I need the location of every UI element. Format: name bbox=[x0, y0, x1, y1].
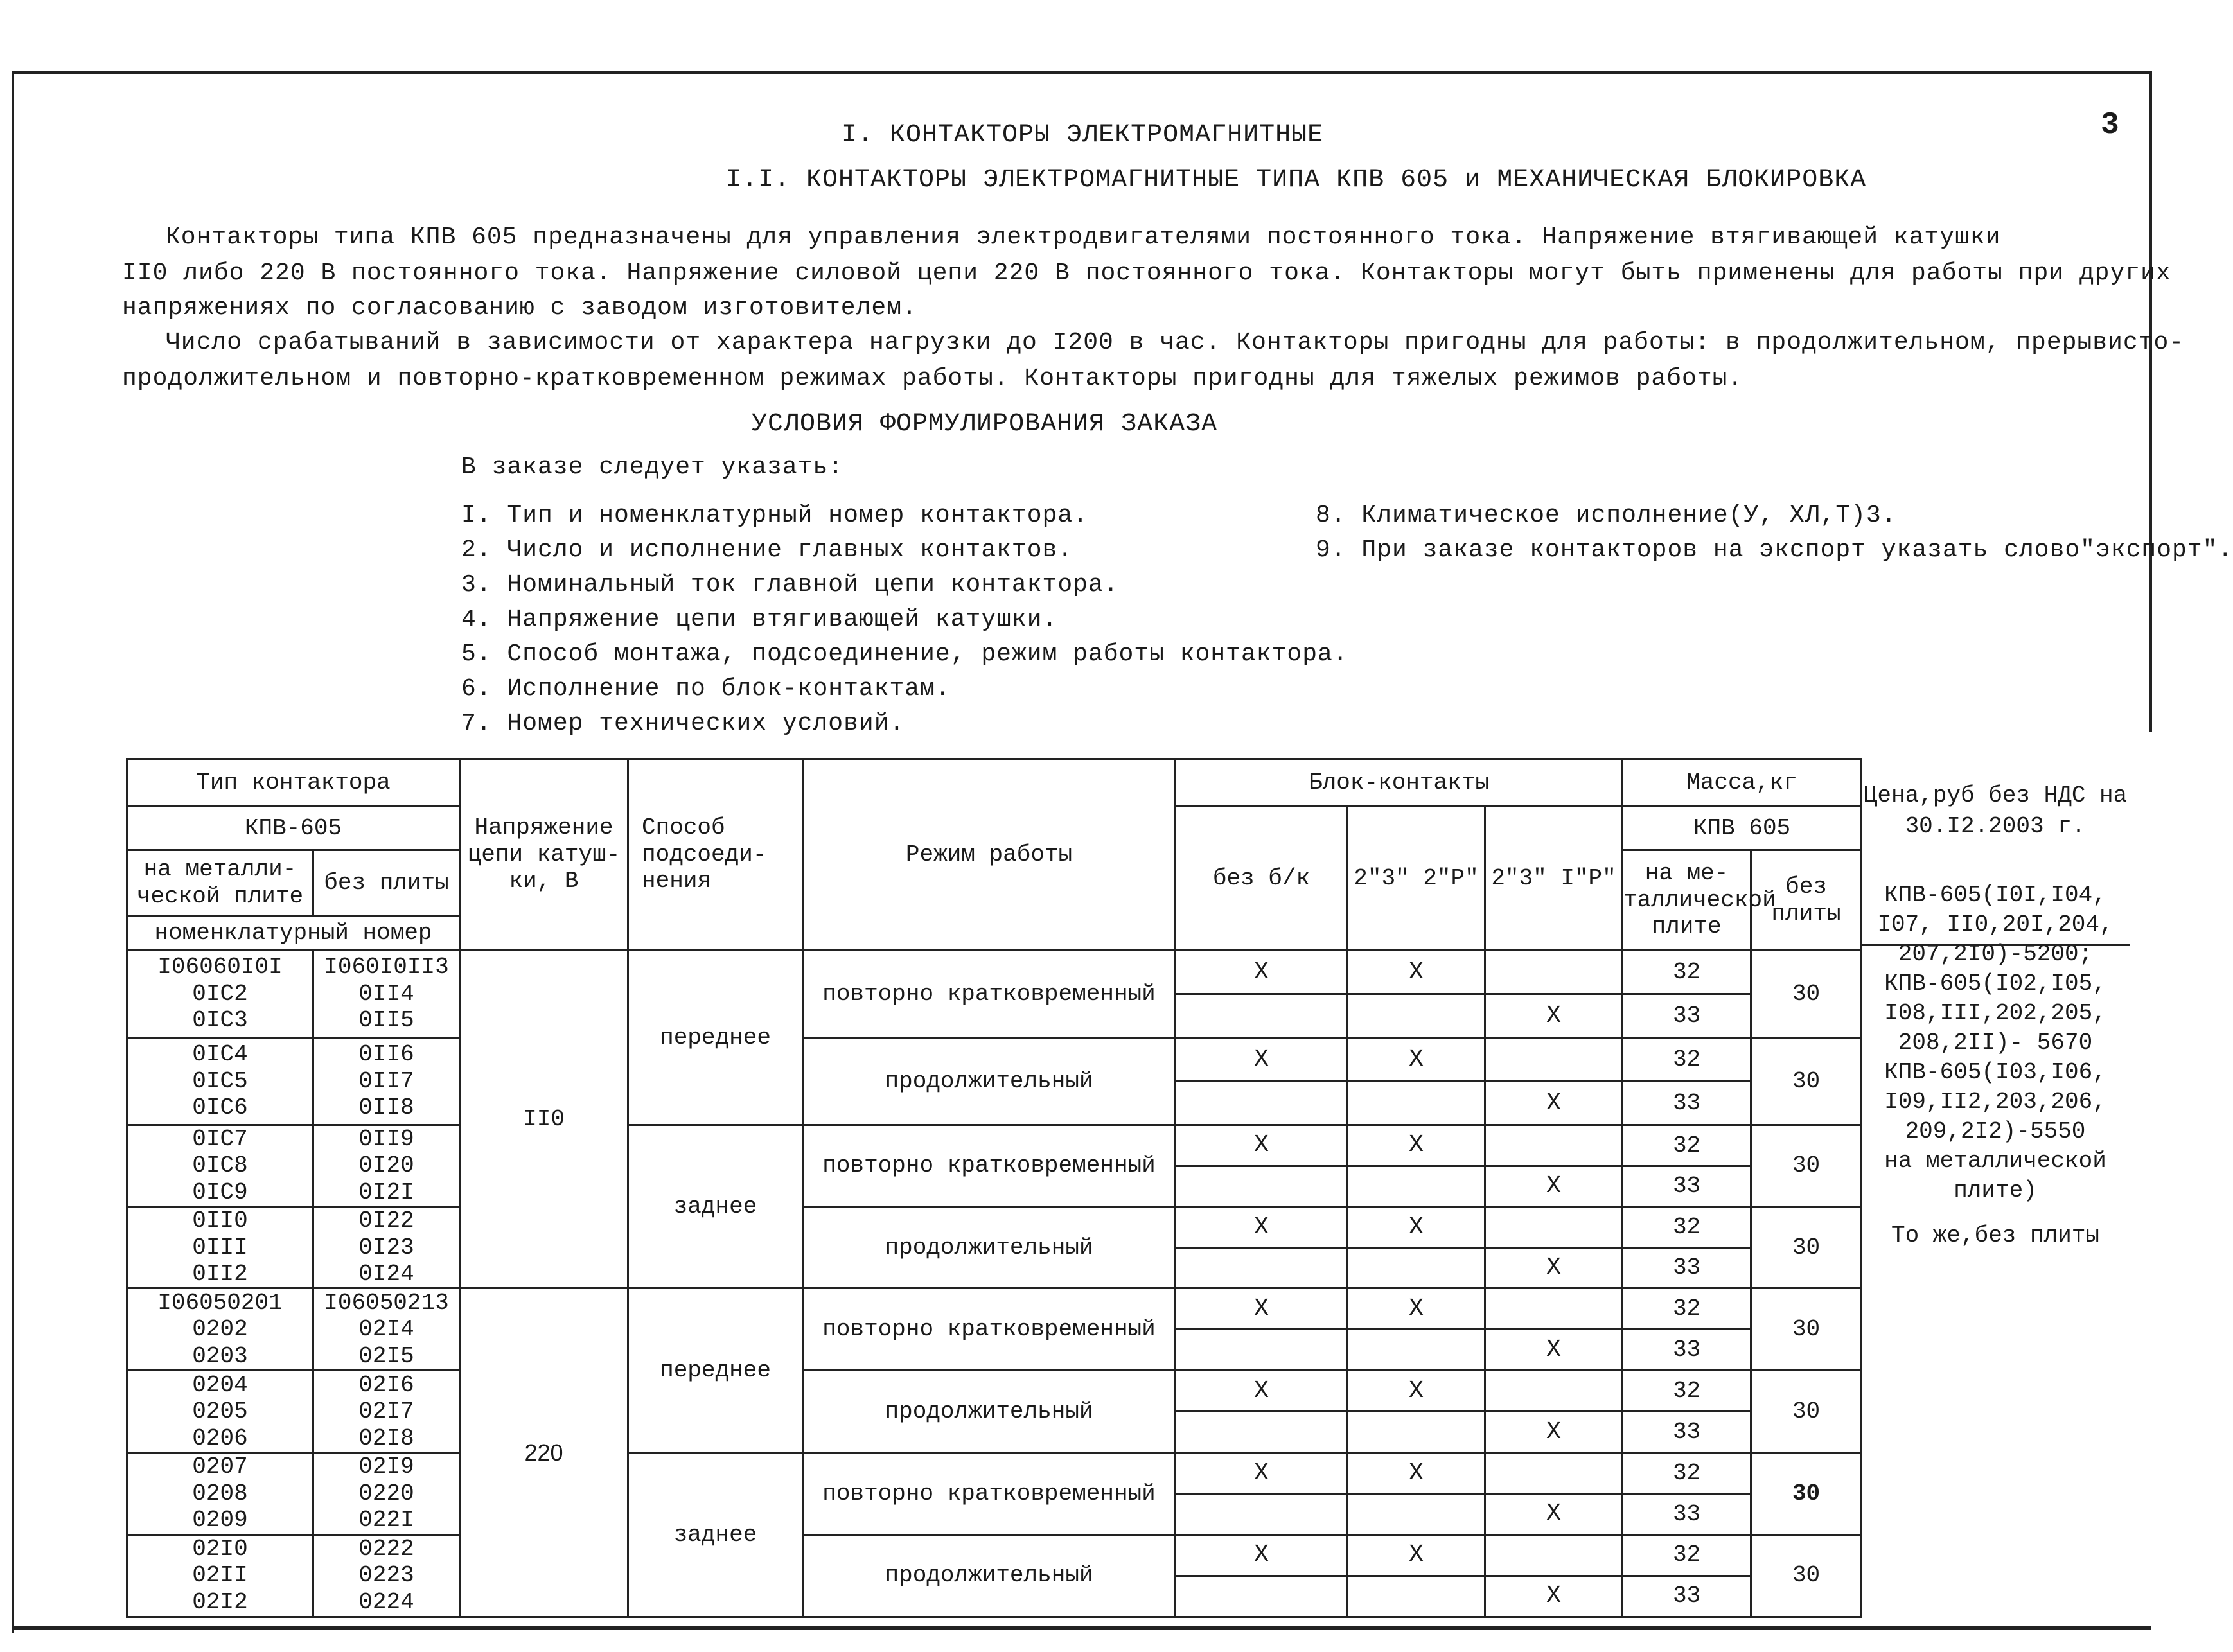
price-line: плите) bbox=[1954, 1177, 2037, 1204]
codes-metal: 0207 0208 0209 bbox=[127, 1453, 313, 1534]
empty-cell bbox=[1348, 1576, 1485, 1617]
order-item: I. Тип и номенклатурный номер контактора. bbox=[461, 502, 1088, 529]
page-number: 3 bbox=[2101, 108, 2119, 143]
order-item: 2. Число и исполнение главных контактов. bbox=[461, 536, 1073, 564]
x-mark: X bbox=[1485, 1082, 1623, 1125]
paragraph-line: продолжительном и повторно-кратковременном режимах работы. Контакторы пригодны для тяжелых режимов работы. bbox=[122, 365, 1743, 392]
x-mark: X bbox=[1348, 1288, 1485, 1330]
x-mark: X bbox=[1348, 1534, 1485, 1576]
mass-value: 33 bbox=[1623, 1493, 1751, 1534]
codes-noplate: 0II9 0I20 0I2I bbox=[313, 1125, 460, 1207]
voltage-220: 220 bbox=[460, 1288, 628, 1617]
empty-cell bbox=[1348, 1493, 1485, 1534]
mass-value: 32 bbox=[1623, 1371, 1751, 1412]
empty-cell bbox=[1348, 994, 1485, 1038]
codes-metal: 02I0 02II 02I2 bbox=[127, 1534, 313, 1617]
mass-value: 32 bbox=[1623, 1534, 1751, 1576]
mode-cell: продолжительный bbox=[803, 1038, 1176, 1125]
price-line: I09,II2,203,206, bbox=[1884, 1089, 2106, 1115]
x-mark: X bbox=[1485, 1166, 1623, 1207]
codes-noplate: 0II6 0II7 0II8 bbox=[313, 1038, 460, 1125]
x-mark: X bbox=[1348, 1371, 1485, 1412]
header-voltage: Напряжение цепи катуш-ки, В bbox=[460, 759, 628, 951]
price-line: КПВ-605(I03,I06, bbox=[1884, 1059, 2106, 1085]
x-mark: X bbox=[1176, 1125, 1348, 1166]
empty-cell bbox=[1485, 951, 1623, 994]
empty-cell bbox=[1485, 1288, 1623, 1330]
price-line: на металлической bbox=[1884, 1148, 2106, 1174]
mass-value: 32 bbox=[1623, 1207, 1751, 1248]
order-item: 9. При заказе контакторов на экспорт указать слово"экспорт". bbox=[1316, 536, 2233, 564]
mode-cell: повторно кратковременный bbox=[803, 1288, 1176, 1371]
empty-cell bbox=[1485, 1453, 1623, 1494]
mass-value: 30 bbox=[1751, 1371, 1862, 1453]
mass-value: 30 bbox=[1751, 1288, 1862, 1371]
mode-cell: повторно кратковременный bbox=[803, 1453, 1176, 1534]
mass-value: 30 bbox=[1751, 1534, 1862, 1617]
mass-value: 33 bbox=[1623, 1330, 1751, 1371]
empty-cell bbox=[1485, 1207, 1623, 1248]
order-title: УСЛОВИЯ ФОРМУЛИРОВАНИЯ ЗАКАЗА bbox=[752, 410, 1218, 439]
codes-noplate: I06050213 02I4 02I5 bbox=[313, 1288, 460, 1371]
price-divider bbox=[1860, 944, 2130, 946]
empty-cell bbox=[1485, 1371, 1623, 1412]
x-mark: X bbox=[1176, 1207, 1348, 1248]
frame-bottom-edge bbox=[12, 1626, 2151, 1630]
header-type: Тип контактора bbox=[127, 759, 460, 807]
mass-value: 30 bbox=[1751, 1125, 1862, 1207]
header-bk2: 2"3" 2"Р" bbox=[1348, 807, 1485, 951]
empty-cell bbox=[1176, 994, 1348, 1038]
header-price: Цена,руб без НДС на 30.I2.2003 г. bbox=[1863, 782, 2128, 839]
x-mark: X bbox=[1485, 1412, 1623, 1453]
header-no-plate: без плиты bbox=[313, 850, 460, 916]
empty-cell bbox=[1348, 1412, 1485, 1453]
header-mass-noplate: без плиты bbox=[1751, 850, 1862, 951]
codes-metal: 0IC4 0IC5 0IC6 bbox=[127, 1038, 313, 1125]
x-mark: X bbox=[1348, 1207, 1485, 1248]
subsection-title: I.I. КОНТАКТОРЫ ЭЛЕКТРОМАГНИТНЫЕ ТИПА КПВ 605 и МЕХАНИЧЕСКАЯ БЛОКИРОВКА bbox=[726, 166, 1867, 195]
codes-metal: I06050201 0202 0203 bbox=[127, 1288, 313, 1371]
x-mark: X bbox=[1485, 1493, 1623, 1534]
price-line: 208,2II)- 5670 bbox=[1898, 1030, 2093, 1056]
header-mode: Режим работы bbox=[803, 759, 1176, 951]
codes-metal: 0II0 0III 0II2 bbox=[127, 1207, 313, 1288]
x-mark: X bbox=[1348, 1038, 1485, 1082]
empty-cell bbox=[1348, 1247, 1485, 1288]
x-mark: X bbox=[1485, 1576, 1623, 1617]
paragraph-line: Контакторы типа КПВ 605 предназначены для управления электродвигателями постоянного тока. Напряжение втягивающей катушки bbox=[166, 224, 2001, 251]
x-mark: X bbox=[1176, 1453, 1348, 1494]
price-column bbox=[1860, 780, 2130, 1251]
mass-value: 30 bbox=[1751, 1453, 1862, 1534]
price-line: КПВ-605(I02,I05, bbox=[1884, 971, 2106, 997]
empty-cell bbox=[1176, 1247, 1348, 1288]
empty-cell bbox=[1485, 1125, 1623, 1166]
empty-cell bbox=[1485, 1534, 1623, 1576]
codes-noplate: 02I9 0220 022I bbox=[313, 1453, 460, 1534]
header-block-contacts: Блок-контакты bbox=[1176, 759, 1623, 807]
empty-cell bbox=[1176, 1166, 1348, 1207]
x-mark: X bbox=[1348, 951, 1485, 994]
paragraph-line: напряжениях по согласованию с заводом изготовителем. bbox=[122, 294, 917, 322]
price-line: То же,без плиты bbox=[1891, 1222, 2100, 1249]
codes-noplate: 0I22 0I23 0I24 bbox=[313, 1207, 460, 1288]
x-mark: X bbox=[1176, 1038, 1348, 1082]
section-title: I. КОНТАКТОРЫ ЭЛЕКТРОМАГНИТНЫЕ bbox=[842, 121, 1324, 150]
codes-metal: 0204 0205 0206 bbox=[127, 1371, 313, 1453]
mode-cell: продолжительный bbox=[803, 1534, 1176, 1617]
mass-value: 33 bbox=[1623, 1247, 1751, 1288]
empty-cell bbox=[1176, 1493, 1348, 1534]
header-kpv: КПВ-605 bbox=[127, 807, 460, 850]
header-metal-plate: на металли-ческой плите bbox=[127, 850, 313, 916]
paragraph-line: Число срабатываний в зависимости от характера нагрузки до I200 в час. Контакторы пригодны для работы: в продолжительном, прерывисто- bbox=[166, 329, 2185, 356]
mass-value: 33 bbox=[1623, 1412, 1751, 1453]
contactor-table bbox=[126, 758, 1862, 1618]
order-item: 4. Напряжение цепи втягивающей катушки. bbox=[461, 606, 1058, 633]
price-line: 207,2I0)-5200; bbox=[1898, 941, 2093, 967]
header-bk1: без б/к bbox=[1176, 807, 1348, 951]
x-mark: X bbox=[1485, 1330, 1623, 1371]
x-mark: X bbox=[1348, 1453, 1485, 1494]
codes-metal: I06060I0I 0IC2 0IC3 bbox=[127, 951, 313, 1038]
paragraph-line: II0 либо 220 В постоянного тока. Напряжение силовой цепи 220 В постоянного тока. Контакторы могут быть применены для работы при других bbox=[122, 259, 2171, 287]
codes-metal: 0IC7 0IC8 0IC9 bbox=[127, 1125, 313, 1207]
mass-value: 33 bbox=[1623, 994, 1751, 1038]
method-front: переднее bbox=[628, 1288, 803, 1453]
x-mark: X bbox=[1485, 1247, 1623, 1288]
method-rear: заднее bbox=[628, 1453, 803, 1617]
mass-value: 30 bbox=[1751, 1207, 1862, 1288]
x-mark: X bbox=[1176, 1534, 1348, 1576]
x-mark: X bbox=[1176, 951, 1348, 994]
x-mark: X bbox=[1176, 1288, 1348, 1330]
price-line: КПВ-605(I0I,I04, bbox=[1884, 882, 2106, 908]
mass-value: 32 bbox=[1623, 1288, 1751, 1330]
mass-value: 33 bbox=[1623, 1082, 1751, 1125]
mass-value: 30 bbox=[1751, 1038, 1862, 1125]
header-method: Способ подсоеди-нения bbox=[628, 759, 803, 951]
x-mark: X bbox=[1176, 1371, 1348, 1412]
empty-cell bbox=[1348, 1166, 1485, 1207]
mode-cell: повторно кратковременный bbox=[803, 951, 1176, 1038]
mass-value: 32 bbox=[1623, 951, 1751, 994]
codes-noplate: I060I0II3 0II4 0II5 bbox=[313, 951, 460, 1038]
price-line: I08,III,202,205, bbox=[1884, 1000, 2106, 1026]
x-mark: X bbox=[1348, 1125, 1485, 1166]
empty-cell bbox=[1348, 1082, 1485, 1125]
empty-cell bbox=[1176, 1082, 1348, 1125]
header-bk3: 2"3" I"Р" bbox=[1485, 807, 1623, 951]
empty-cell bbox=[1176, 1412, 1348, 1453]
frame-right-edge bbox=[2149, 71, 2152, 732]
order-item: 7. Номер технических условий. bbox=[461, 710, 905, 737]
mass-value: 30 bbox=[1751, 951, 1862, 1038]
order-list-right bbox=[1316, 498, 2233, 568]
mass-value: 33 bbox=[1623, 1576, 1751, 1617]
order-list-left bbox=[461, 498, 1348, 741]
mode-cell: продолжительный bbox=[803, 1371, 1176, 1453]
mass-value: 32 bbox=[1623, 1125, 1751, 1166]
method-rear: заднее bbox=[628, 1125, 803, 1288]
empty-cell bbox=[1348, 1330, 1485, 1371]
order-item: 8. Климатическое исполнение(У, ХЛ,Т)3. bbox=[1316, 502, 1897, 529]
header-mass: Масса,кг bbox=[1623, 759, 1862, 807]
mode-cell: повторно кратковременный bbox=[803, 1125, 1176, 1207]
header-nomenclature: номенклатурный номер bbox=[127, 916, 460, 951]
order-item: 5. Способ монтажа, подсоединение, режим работы контактора. bbox=[461, 640, 1348, 668]
method-front: переднее bbox=[628, 951, 803, 1125]
empty-cell bbox=[1485, 1038, 1623, 1082]
mode-cell: продолжительный bbox=[803, 1207, 1176, 1288]
empty-cell bbox=[1176, 1330, 1348, 1371]
x-mark: X bbox=[1485, 994, 1623, 1038]
codes-noplate: 0222 0223 0224 bbox=[313, 1534, 460, 1617]
mass-value: 32 bbox=[1623, 1038, 1751, 1082]
voltage-110: II0 bbox=[460, 951, 628, 1288]
codes-noplate: 02I6 02I7 02I8 bbox=[313, 1371, 460, 1453]
price-line: I07, II0,20I,204, bbox=[1877, 911, 2114, 938]
empty-cell bbox=[1176, 1576, 1348, 1617]
mass-value: 32 bbox=[1623, 1453, 1751, 1494]
mass-value: 33 bbox=[1623, 1166, 1751, 1207]
order-item: 3. Номинальный ток главной цепи контактора. bbox=[461, 571, 1119, 599]
order-intro: В заказе следует указать: bbox=[461, 453, 844, 481]
price-line: 209,2I2)-5550 bbox=[1905, 1118, 2086, 1145]
order-item: 6. Исполнение по блок-контактам. bbox=[461, 675, 951, 703]
header-mass-metal: на ме-таллической плите bbox=[1623, 850, 1751, 951]
header-mass-kpv: КПВ 605 bbox=[1623, 807, 1862, 850]
